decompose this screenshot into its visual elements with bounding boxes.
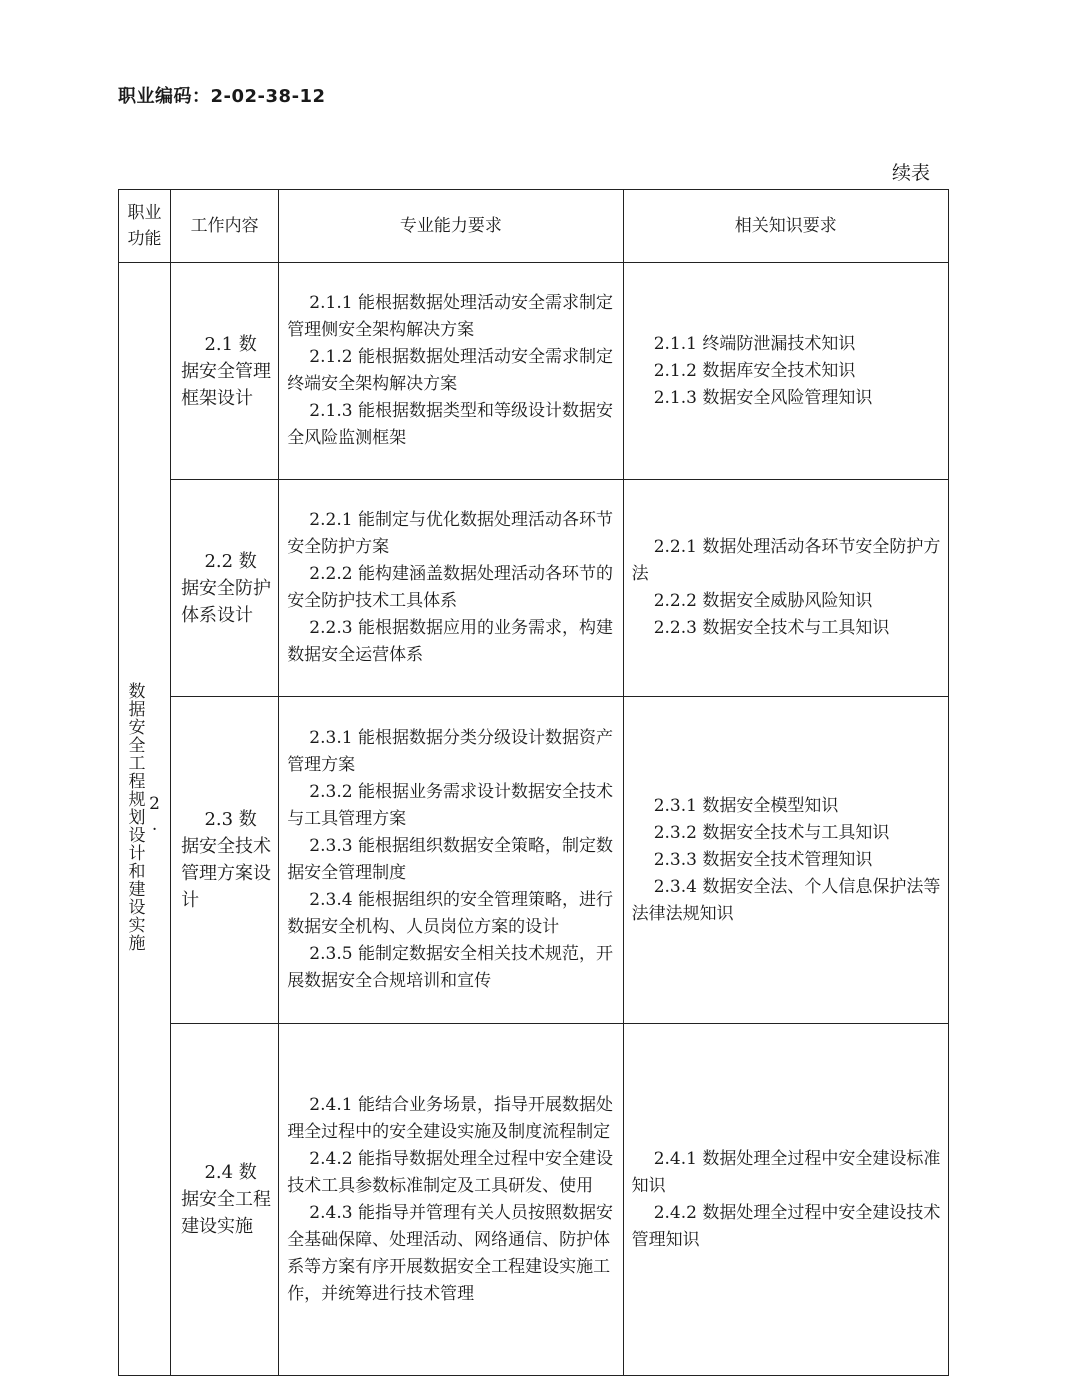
work-content-cell	[171, 697, 279, 1024]
knowledge-item: 2.1.3 数据安全风险管理知识	[653, 387, 873, 408]
knowledge-item: 2.3.2 数据安全技术与工具知识	[653, 822, 890, 843]
work-content-cell	[171, 263, 279, 480]
knowledge-item: 2.3.3 数据安全技术管理知识	[653, 849, 873, 870]
header-knowledge-requirements: 相关知识要求	[623, 190, 948, 263]
work-content: 2.2 数据安全防护体系设计	[181, 550, 272, 626]
function-title: 数据安全工程规划设计和建设实施	[124, 682, 145, 952]
skill-item: 2.3.4 能根据组织的安全管理策略，进行数据安全机构、人员岗位方案的设计	[287, 890, 613, 937]
function-number: 2.	[144, 794, 165, 836]
function-cell	[119, 263, 171, 1376]
skill-cell	[279, 697, 623, 1024]
table-row	[119, 697, 949, 1024]
knowledge-item: 2.2.2 数据安全威胁风险知识	[653, 591, 873, 611]
knowledge-item: 2.4.1 数据处理全过程中安全建设标准知识	[631, 1148, 941, 1196]
knowledge-item: 2.1.1 终端防泄漏技术知识	[653, 333, 856, 354]
occupation-code: 职业编码：2-02-38-12	[118, 86, 326, 107]
skill-item: 2.3.2 能根据业务需求设计数据安全技术与工具管理方案	[287, 782, 613, 829]
work-content: 2.3 数据安全技术管理方案设计	[181, 809, 272, 911]
header-function: 职业 功能	[119, 190, 171, 263]
knowledge-item: 2.2.1 数据处理活动各环节安全防护方法	[631, 537, 941, 584]
knowledge-item: 2.1.2 数据库安全技术知识	[653, 360, 856, 381]
skill-item: 2.3.1 能根据数据分类分级设计数据资产管理方案	[287, 728, 613, 775]
skill-item: 2.3.3 能根据组织数据安全策略，制定数据安全管理制度	[287, 836, 613, 883]
knowledge-item: 2.3.4 数据安全法、个人信息保护法等法律法规知识	[631, 876, 941, 924]
skill-item: 2.3.5 能制定数据安全相关技术规范，开展数据安全合规培训和宣传	[287, 944, 613, 991]
work-content: 2.1 数据安全管理框架设计	[181, 333, 272, 409]
continued-label: 续表	[891, 162, 930, 184]
knowledge-item: 2.4.2 数据处理全过程中安全建设技术管理知识	[631, 1202, 941, 1250]
table-row	[119, 263, 949, 480]
table-header-row	[119, 190, 949, 263]
skill-item: 2.2.3 能根据数据应用的业务需求，构建数据安全运营体系	[287, 618, 613, 665]
knowledge-cell	[623, 263, 948, 480]
skill-item: 2.2.1 能制定与优化数据处理活动各环节安全防护方案	[287, 510, 613, 557]
competency-table	[118, 189, 949, 1376]
function-label	[125, 682, 165, 952]
header-work-content: 工作内容	[171, 190, 279, 263]
work-content-cell	[171, 1024, 279, 1376]
header-skill-requirements: 专业能力要求	[279, 190, 623, 263]
work-content: 2.4 数据安全工程建设实施	[181, 1162, 272, 1237]
knowledge-item: 2.3.1 数据安全模型知识	[653, 795, 839, 816]
knowledge-cell	[623, 1024, 948, 1376]
knowledge-cell	[623, 697, 948, 1024]
skill-item: 2.4.2 能指导数据处理全过程中安全建设技术工具参数标准制定及工具研发、使用	[287, 1148, 613, 1196]
skill-item: 2.1.3 能根据数据类型和等级设计数据安全风险监测框架	[287, 401, 613, 448]
skill-item: 2.1.1 能根据数据处理活动安全需求制定管理侧安全架构解决方案	[287, 293, 613, 340]
skill-item: 2.1.2 能根据数据处理活动安全需求制定终端安全架构解决方案	[287, 347, 613, 394]
skill-item: 2.2.2 能构建涵盖数据处理活动各环节的安全防护技术工具体系	[287, 564, 613, 611]
skill-cell	[279, 263, 623, 480]
skill-cell	[279, 1024, 623, 1376]
table-row	[119, 1024, 949, 1376]
skill-item: 2.4.1 能结合业务场景，指导开展数据处理全过程中的安全建设实施及制度流程制定	[287, 1094, 613, 1142]
skill-cell	[279, 480, 623, 697]
knowledge-cell	[623, 480, 948, 697]
knowledge-item: 2.2.3 数据安全技术与工具知识	[653, 618, 890, 638]
work-content-cell	[171, 480, 279, 697]
table-row	[119, 480, 949, 697]
skill-item: 2.4.3 能指导并管理有关人员按照数据安全基础保障、处理活动、网络通信、防护体系等方案有序开展数据安全工程建设实施工作，并统筹进行技术管理	[287, 1202, 613, 1304]
